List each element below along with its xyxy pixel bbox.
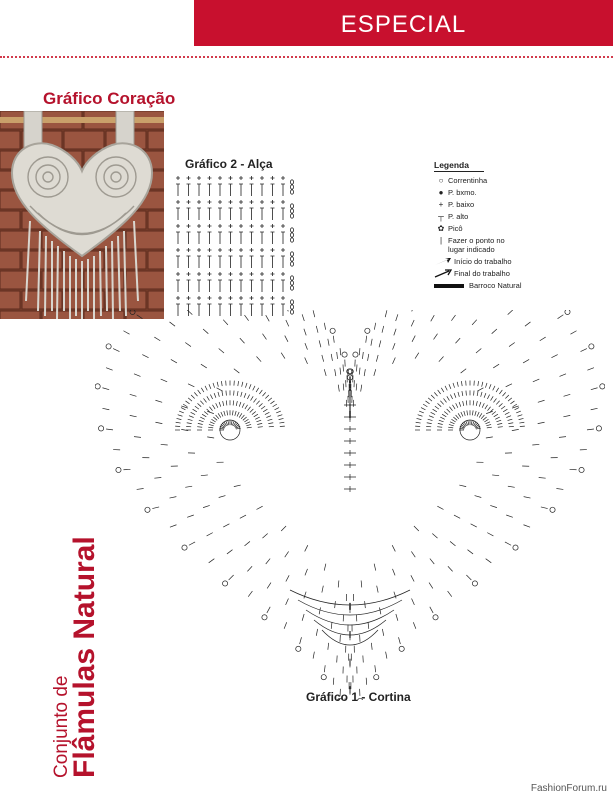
side-title-line2: Flâmulas Natural — [68, 536, 101, 778]
single-crochet-icon: + — [438, 200, 444, 209]
legend-item-chain: ○ Correntinha — [434, 176, 574, 187]
legend-title: Legenda — [434, 160, 484, 172]
legend-item-indicated-place: | Fazer o ponto no lugar indicado — [434, 236, 574, 256]
legend-item-start: Início do trabalho — [434, 257, 574, 268]
double-crochet-icon: ┬ — [438, 212, 444, 221]
header-banner — [194, 0, 613, 46]
slip-stitch-icon: ● — [438, 188, 444, 197]
legend — [434, 160, 574, 293]
picot-icon: ✿ — [437, 224, 445, 233]
start-arrow-icon — [434, 257, 452, 268]
legend-item-single-crochet: + P. baixo — [434, 200, 574, 211]
side-title-line1: Conjunto de — [51, 675, 72, 778]
section-title: Gráfico Coração — [43, 89, 176, 108]
chart1-title: Gráfico 1 - Cortina — [306, 690, 411, 704]
footer-credit: FashionForum.ru — [530, 783, 607, 794]
banner-label: ESPECIAL — [340, 11, 467, 38]
chart1-heart-diagram — [95, 310, 605, 700]
legend-item-double-crochet: ┬ P. alto — [434, 212, 574, 223]
end-arrow-icon — [434, 269, 452, 280]
dotted-divider — [0, 56, 613, 58]
macrame-heart-photo — [0, 111, 164, 319]
chain-icon: ○ — [438, 176, 444, 185]
chart2-title: Gráfico 2 - Alça — [185, 157, 273, 171]
legend-item-picot: ✿ Picô — [434, 224, 574, 235]
legend-item-slip-stitch: ● P. bxmo. — [434, 188, 574, 199]
yarn-bar-icon — [434, 284, 464, 288]
side-title — [51, 536, 101, 778]
chart2-diagram — [170, 172, 300, 320]
indicated-place-icon: | — [439, 236, 443, 245]
legend-item-yarn: Barroco Natural — [434, 281, 574, 292]
legend-item-end: Final do trabalho — [434, 269, 574, 280]
